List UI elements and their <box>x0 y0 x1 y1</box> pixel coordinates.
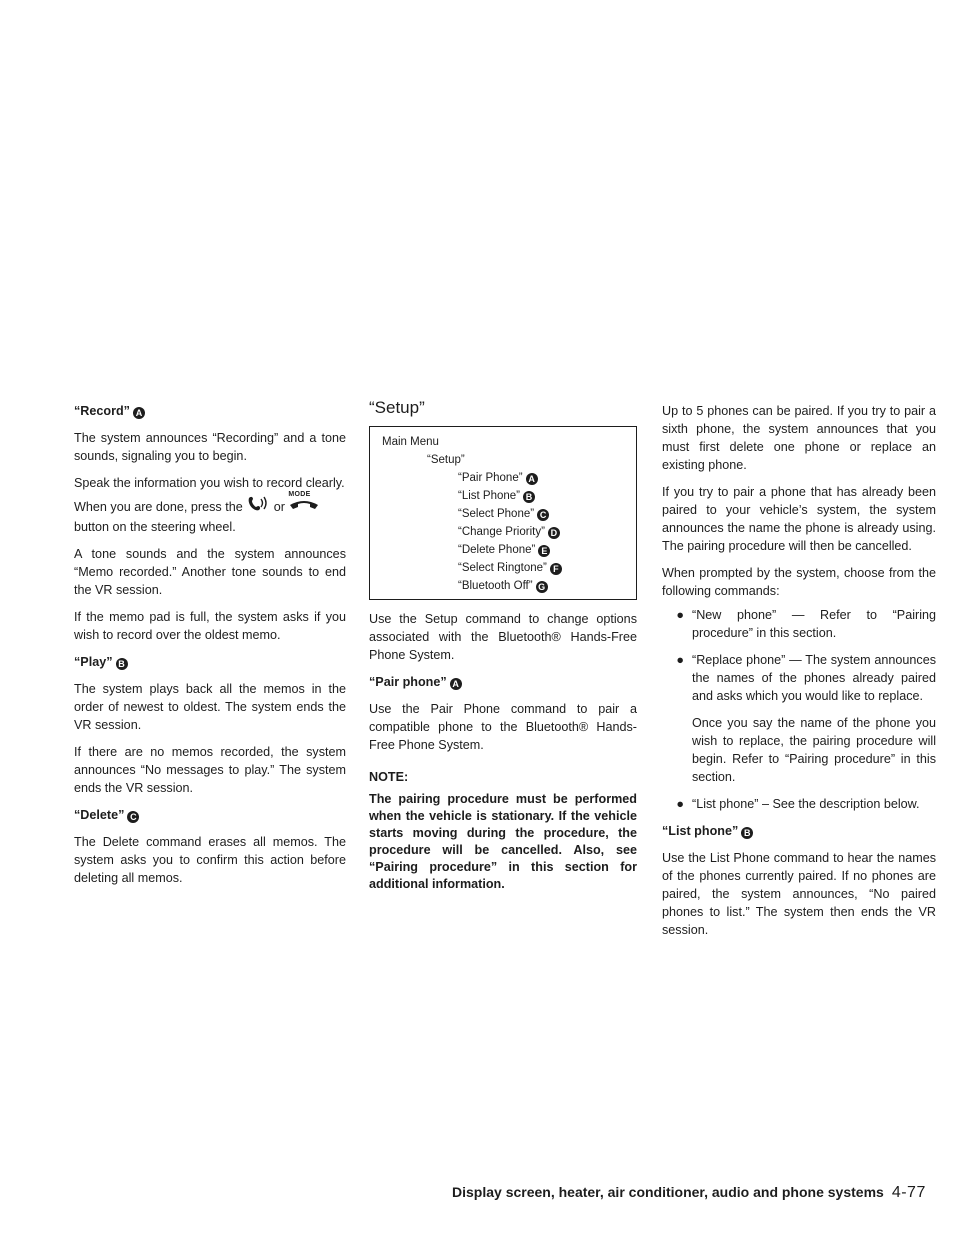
menu-item: “Select Phone” C <box>382 505 636 523</box>
delete-heading: “Delete” C <box>74 806 346 824</box>
play-heading: “Play” B <box>74 653 346 671</box>
marker-g: G <box>536 581 548 593</box>
pairing-paragraph-3: When prompted by the system, choose from the following commands: <box>662 566 936 598</box>
marker-a: A <box>450 678 462 690</box>
marker-b: B <box>116 658 128 670</box>
record-paragraph-5: If the memo pad is full, the system asks if you wish to record over the oldest memo. <box>74 610 346 642</box>
pair-phone-heading: “Pair phone” A <box>369 673 637 691</box>
setup-menu-tree <box>369 426 637 600</box>
note-text: The pairing procedure must be performed when the vehicle is stationary. If the vehicle starts moving during the procedure, the procedure will be cancelled. Also, see “Pairing procedure” in this section for additional information. <box>369 792 637 891</box>
page-footer <box>452 1184 940 1202</box>
column-middle <box>369 398 637 893</box>
list-item: ● “List phone” – See the description below. <box>662 795 936 813</box>
marker-a: A <box>526 473 538 485</box>
play-paragraph-2: If there are no memos recorded, the system announces “No messages to play.” The system ends the VR session. <box>74 745 346 795</box>
list-item: ● “New phone” — Refer to “Pairing procedure” in this section. <box>662 606 936 642</box>
record-heading: “Record” A <box>74 402 346 420</box>
menu-item: “Pair Phone” A <box>382 469 636 487</box>
bullet-icon: ● <box>676 797 684 811</box>
play-paragraph-1: The system plays back all the memos in the order of newest to oldest. The system ends the VR session. <box>74 682 346 732</box>
footer-section-title: Display screen, heater, air conditioner, audio and phone systems <box>452 1184 884 1200</box>
pair-paragraph-1: Use the Pair Phone command to pair a compatible phone to the Bluetooth® Hands-Free Phone System. <box>369 702 637 752</box>
setup-paragraph-1: Use the Setup command to change options associated with the Bluetooth® Hands-Free Phone System. <box>369 612 637 662</box>
marker-c: C <box>537 509 549 521</box>
marker-d: D <box>548 527 560 539</box>
menu-item: “Delete Phone” E <box>382 541 636 559</box>
menu-root: Main Menu <box>382 436 439 448</box>
phone-talk-icon <box>246 495 270 518</box>
mode-phone-icon: MODE <box>288 495 320 513</box>
marker-b: B <box>523 491 535 503</box>
page-number: 4-77 <box>891 1184 926 1201</box>
list-phone-heading: “List phone” B <box>662 822 936 840</box>
menu-item: “Change Priority” D <box>382 523 636 541</box>
marker-a: A <box>133 407 145 419</box>
bullet-icon: ● <box>676 653 684 667</box>
pairing-paragraph-1: Up to 5 phones can be paired. If you try to pair a sixth phone, the system announces that you must first delete one phone or replace an existing phone. <box>662 404 936 472</box>
bullet-icon: ● <box>676 608 684 622</box>
menu-item: “List Phone” B <box>382 487 636 505</box>
section-title-setup: “Setup” <box>369 398 425 417</box>
record-paragraph-3: When you are done, press the or MODE button on the steering wheel. <box>74 495 346 536</box>
marker-b: B <box>741 827 753 839</box>
list-item: ● “Replace phone” — The system announces the names of the phones already paired and asks which you would like to replace. Once you say the name of the phone you wish to replace, the pairing procedure will begin. Refer to “Pairing procedure” in this section. <box>662 651 936 786</box>
column-right <box>662 402 936 948</box>
menu-item: “Select Ringtone” F <box>382 559 636 577</box>
record-paragraph-4: A tone sounds and the system announces “Memo recorded.” Another tone sounds to end the VR session. <box>74 547 346 597</box>
menu-setup: “Setup” <box>427 454 465 466</box>
menu-item: “Bluetooth Off” G <box>382 577 636 595</box>
note-title: NOTE: <box>369 770 409 784</box>
record-paragraph-2: Speak the information you wish to record clearly. <box>74 476 345 490</box>
delete-paragraph-1: The Delete command erases all memos. The system asks you to confirm this action before deleting all memos. <box>74 835 346 885</box>
marker-c: C <box>127 811 139 823</box>
pairing-paragraph-2: If you try to pair a phone that has already been paired to your vehicle’s system, the system announces the name the phone is already using. The pairing procedure will then be cancelled. <box>662 485 936 553</box>
record-paragraph-1: The system announces “Recording” and a tone sounds, signaling you to begin. <box>74 431 346 463</box>
marker-f: F <box>550 563 562 575</box>
marker-e: E <box>538 545 550 557</box>
list-phone-paragraph-1: Use the List Phone command to hear the names of the phones currently paired. If no phones are paired, the system announces, “No paired phones to list.” The system then ends the VR session. <box>662 851 936 937</box>
column-left <box>74 402 346 896</box>
